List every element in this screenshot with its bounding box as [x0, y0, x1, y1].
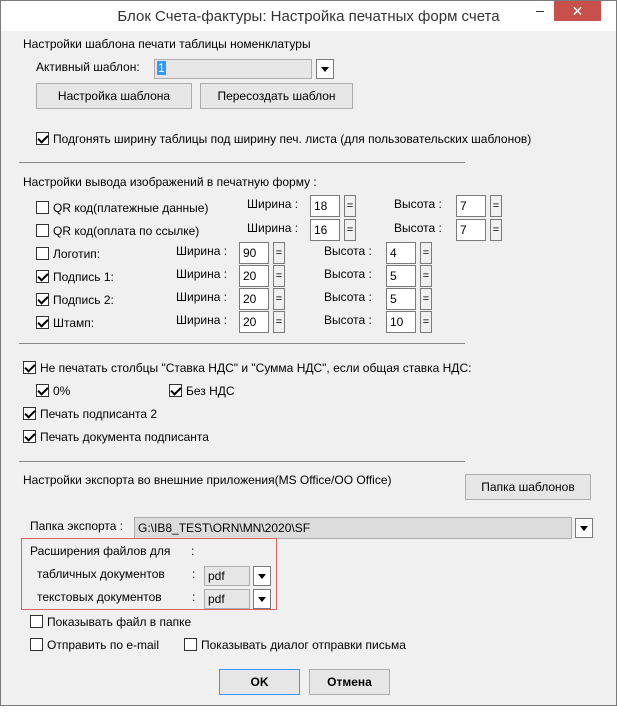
divider — [19, 162, 465, 163]
logo-width-eq-button[interactable]: = — [273, 242, 285, 264]
signature1-width-label: Ширина : — [176, 267, 228, 281]
logo-height-label: Высота : — [324, 244, 372, 258]
signature2-checkbox[interactable] — [36, 293, 49, 306]
active-template-label: Активный шаблон: — [36, 60, 140, 74]
title-bar — [1, 1, 616, 31]
send-email-checkbox[interactable] — [30, 638, 43, 651]
logo-height-input[interactable]: 4 — [386, 242, 416, 264]
ok-button[interactable]: OK — [219, 669, 300, 695]
export-folder-label: Папка экспорта : — [30, 519, 124, 533]
no-vat-checkbox[interactable] — [169, 384, 182, 397]
qr-payment-height-eq-button[interactable]: = — [490, 195, 502, 217]
table-docs-colon: : — [192, 567, 196, 581]
export-folder-dropdown-icon[interactable] — [575, 518, 593, 538]
send-email-label: Отправить по e-mail — [47, 638, 160, 652]
minimize-button[interactable]: – — [536, 2, 544, 18]
fit-width-label: Подгонять ширину таблицы под ширину печ. листа (для пользовательских шаблонов) — [53, 132, 532, 146]
qr-payment-label: QR код(платежные данные) — [53, 201, 209, 215]
qr-link-height-input[interactable]: 7 — [456, 219, 486, 241]
text-docs-dropdown-icon[interactable] — [253, 589, 271, 609]
signature2-height-input[interactable]: 5 — [386, 288, 416, 310]
signature1-height-label: Высота : — [324, 267, 372, 281]
table-docs-dropdown-icon[interactable] — [253, 566, 271, 586]
show-dialog-checkbox[interactable] — [184, 638, 197, 651]
template-section-title: Настройки шаблона печати таблицы номенклатуры — [23, 37, 311, 51]
divider — [19, 461, 465, 462]
qr-link-checkbox[interactable] — [36, 224, 49, 237]
qr-payment-height-label: Высота : — [394, 197, 442, 211]
qr-payment-width-input[interactable]: 18 — [310, 195, 340, 217]
signature1-label: Подпись 1: — [53, 270, 114, 284]
logo-label: Логотип: — [53, 247, 101, 261]
signature1-height-input[interactable]: 5 — [386, 265, 416, 287]
signature1-height-eq-button[interactable]: = — [420, 265, 432, 287]
images-section-title: Настройки вывода изображений в печатную форму : — [23, 175, 317, 189]
active-template-value: 1 — [158, 61, 165, 75]
stamp-height-input[interactable]: 10 — [386, 311, 416, 333]
active-template-dropdown-icon[interactable] — [316, 59, 334, 79]
fit-width-checkbox[interactable] — [36, 132, 49, 145]
template-recreate-button[interactable]: Пересоздать шаблон — [200, 83, 353, 109]
divider — [19, 343, 465, 344]
text-docs-extension-select[interactable]: pdf — [204, 589, 250, 609]
stamp-label: Штамп: — [53, 316, 95, 330]
print-signer-doc-checkbox[interactable] — [23, 430, 36, 443]
close-button[interactable]: ✕ — [554, 1, 601, 21]
qr-link-width-input[interactable]: 16 — [310, 219, 340, 241]
signature2-height-label: Высота : — [324, 290, 372, 304]
export-section-title: Настройки экспорта во внешние приложения(MS Office/OO Office) — [23, 473, 392, 487]
active-template-combo[interactable] — [154, 59, 312, 79]
show-in-folder-checkbox[interactable] — [30, 615, 43, 628]
signature2-height-eq-button[interactable]: = — [420, 288, 432, 310]
stamp-height-eq-button[interactable]: = — [420, 311, 432, 333]
qr-link-height-eq-button[interactable]: = — [490, 219, 502, 241]
qr-payment-height-input[interactable]: 7 — [456, 195, 486, 217]
stamp-height-label: Высота : — [324, 313, 372, 327]
stamp-width-input[interactable]: 20 — [239, 311, 269, 333]
signature2-width-label: Ширина : — [176, 290, 228, 304]
text-docs-colon: : — [192, 590, 196, 604]
show-dialog-label: Показывать диалог отправки письма — [201, 638, 406, 652]
print-signer2-label: Печать подписанта 2 — [40, 407, 158, 421]
cancel-button[interactable]: Отмена — [309, 669, 390, 695]
logo-height-eq-button[interactable]: = — [420, 242, 432, 264]
vat-zero-label: 0% — [53, 384, 71, 398]
signature2-label: Подпись 2: — [53, 293, 114, 307]
qr-payment-width-label: Ширина : — [247, 197, 299, 211]
signature1-width-eq-button[interactable]: = — [273, 265, 285, 287]
signature2-width-input[interactable]: 20 — [239, 288, 269, 310]
table-docs-extension-select[interactable]: pdf — [204, 566, 250, 586]
template-setup-button[interactable]: Настройка шаблона — [36, 83, 192, 109]
templates-folder-button[interactable]: Папка шаблонов — [465, 474, 591, 500]
logo-checkbox[interactable] — [36, 247, 49, 260]
no-vat-columns-label: Не печатать столбцы "Ставка НДС" и "Сумма НДС", если общая ставка НДС: — [40, 361, 472, 375]
export-folder-input[interactable]: G:\IB8_TEST\ORN\MN\2020\SF — [134, 517, 572, 539]
no-vat-columns-checkbox[interactable] — [23, 361, 36, 374]
print-signer2-checkbox[interactable] — [23, 407, 36, 420]
show-in-folder-label: Показывать файл в папке — [47, 615, 192, 629]
signature1-checkbox[interactable] — [36, 270, 49, 283]
qr-payment-checkbox[interactable] — [36, 201, 49, 214]
logo-width-input[interactable]: 90 — [239, 242, 269, 264]
extensions-colon: : — [191, 544, 195, 558]
qr-link-width-label: Ширина : — [247, 221, 299, 235]
qr-link-label: QR код(оплата по ссылке) — [53, 224, 200, 238]
qr-payment-width-eq-button[interactable]: = — [344, 195, 356, 217]
extensions-title: Расширения файлов для — [30, 544, 171, 558]
signature1-width-input[interactable]: 20 — [239, 265, 269, 287]
stamp-width-label: Ширина : — [176, 313, 228, 327]
signature2-width-eq-button[interactable]: = — [273, 288, 285, 310]
logo-width-label: Ширина : — [176, 244, 228, 258]
table-docs-label: табличных документов — [37, 567, 165, 581]
stamp-width-eq-button[interactable]: = — [273, 311, 285, 333]
no-vat-label: Без НДС — [186, 384, 235, 398]
qr-link-width-eq-button[interactable]: = — [344, 219, 356, 241]
window-title: Блок Счета-фактуры: Настройка печатных форм счета — [117, 8, 500, 25]
text-docs-label: текстовых документов — [37, 590, 162, 604]
stamp-checkbox[interactable] — [36, 316, 49, 329]
qr-link-height-label: Высота : — [394, 221, 442, 235]
vat-zero-checkbox[interactable] — [36, 384, 49, 397]
print-signer-doc-label: Печать документа подписанта — [40, 430, 209, 444]
